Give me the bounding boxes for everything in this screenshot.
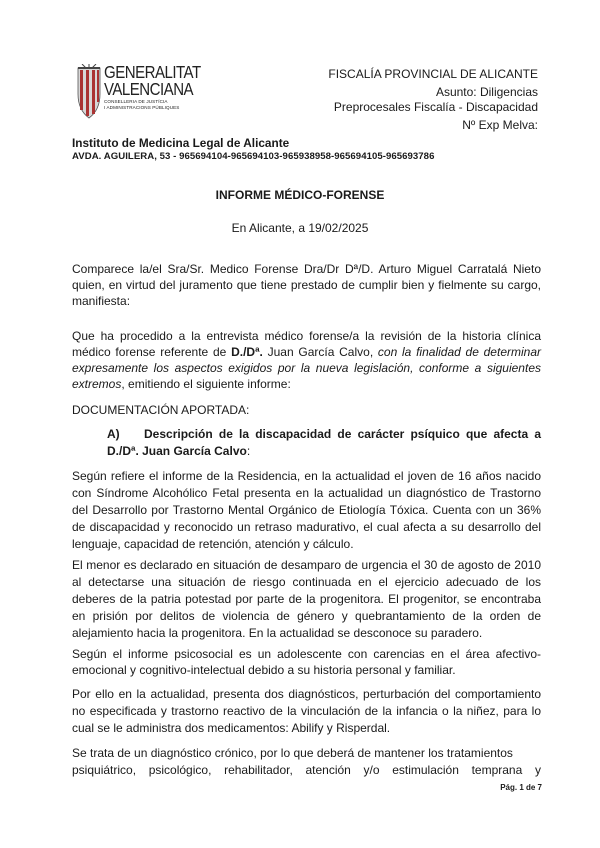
p8-line1: Se trata de un diagnóstico crónico, por lo que deberá de mantener los tratamientos bbox=[72, 746, 513, 760]
section-title: Descripción de la discapacidad de carácter psíquico que afecta a D./Dª. Juan García Calvo bbox=[107, 427, 541, 458]
p8-word: temprana bbox=[471, 763, 523, 777]
p2-text-c: Juan García Calvo, bbox=[262, 345, 378, 359]
section-colon: : bbox=[246, 444, 251, 458]
p8-word: rehabilitador, bbox=[224, 763, 293, 777]
section-a-heading bbox=[107, 426, 541, 460]
p8-word: atención bbox=[305, 763, 351, 777]
report-title: INFORME MÉDICO-FORENSE bbox=[215, 188, 385, 202]
p8-word: y bbox=[534, 763, 541, 777]
p2-text-a: Que ha procedido a la entrevista médico forense/a la revisión de la historia clínica médico forense referente de bbox=[72, 329, 541, 359]
header-block bbox=[328, 67, 538, 133]
report-date: En Alicante, a 19/02/2025 bbox=[231, 221, 369, 235]
paragraph-appearance: Comparece la/el Sra/Sr. Medico Forense Dra/Dr Dª/D. Arturo Miguel Carratalá Nieto quien, en virtud del juramento que tiene prestado de cumplir bien y fielmente su cargo, manifiesta: bbox=[72, 262, 541, 308]
paragraph-chronic bbox=[72, 745, 541, 779]
page-number: Pág. 1 de 7 bbox=[500, 783, 542, 792]
p2-text-d: con la finalidad de determinar expresamente los aspectos exigidos por la nueva legislación, conforme a siguientes extremos bbox=[72, 345, 541, 391]
subject: Asunto: Diligencias bbox=[435, 85, 538, 99]
section-letter: A) bbox=[107, 427, 120, 441]
documentation-heading: DOCUMENTACIÓN APORTADA: bbox=[72, 403, 250, 417]
paragraph-psychosocial: Según el informe psicosocial es un adolescente con carencias en el área afectivo-emocional y cognitivo-intelectual debido a su historia personal y familiar. bbox=[72, 647, 541, 677]
p2-text-e: , emitiendo el siguiente informe: bbox=[121, 377, 291, 391]
p8-word: y/o bbox=[363, 763, 380, 777]
p2-text-b: D./Dª. bbox=[231, 345, 263, 359]
office-name: FISCALÍA PROVINCIAL DE ALICANTE bbox=[328, 67, 538, 81]
p8-word: estimulación bbox=[392, 763, 459, 777]
paragraph-residence-report: Según refiere el informe de la Residencia, en la actualidad el joven de 16 años nacido con Síndrome Alcohólico Fetal presenta en la actualidad un diagnóstico de Trastorno del Desarrollo por Trastorno Mental Orgánico de Etiología Tóxica. Cuenta con un 36% de discapacidad y reconocido un retraso madurativo, el cual afecta a su desarrollo del lenguaje, capacidad de retención, atención y cálculo. bbox=[72, 469, 541, 551]
logo-sub2: I ADMINISTRACIONS PÚBLIQUES bbox=[104, 105, 180, 111]
institute-name: Instituto de Medicina Legal de Alicante bbox=[72, 136, 290, 150]
logo-line1: GENERALITAT bbox=[104, 62, 201, 82]
logo-sub1: CONSELLERIA DE JUSTÍCIA bbox=[104, 99, 168, 104]
paragraph-diagnoses: Por ello en la actualidad, presenta dos diagnósticos, perturbación del comportamiento no especificada y trastorno reactivo de la vinculación de la infancia o la niñez, para lo cual se le administra dos medicamentos: Abilify y Risperdal. bbox=[72, 687, 541, 735]
p8-word: psicológico, bbox=[148, 763, 212, 777]
logo-line2: VALENCIANA bbox=[104, 79, 194, 99]
paragraph-abandonment: El menor es declarado en situación de desamparo de urgencia el 30 de agosto de 2010 al detectarse una situación de riesgo continuada en el ejercicio adecuado de los deberes de la patria potestad por parte de la progenitora. El progenitor, se encontraba en prisión por delitos de violencia de género y quebrantamiento de la orden de alejamiento hacia la progenitora. En la actualidad se desconoce su paradero. bbox=[72, 558, 541, 640]
generalitat-logo bbox=[76, 64, 206, 134]
p8-word: psiquiátrico, bbox=[72, 763, 137, 777]
coat-of-arms-icon bbox=[76, 64, 102, 124]
exp-number: Nº Exp Melva: bbox=[462, 118, 538, 132]
paragraph-procedure bbox=[72, 328, 541, 392]
subject-detail: Preprocesales Fiscalía - Discapacidad bbox=[333, 100, 538, 114]
p8-line2 bbox=[72, 762, 541, 779]
institute-address: AVDA. AGUILERA, 53 - 965694104-965694103-965938958-965694105-965693786 bbox=[72, 151, 435, 162]
